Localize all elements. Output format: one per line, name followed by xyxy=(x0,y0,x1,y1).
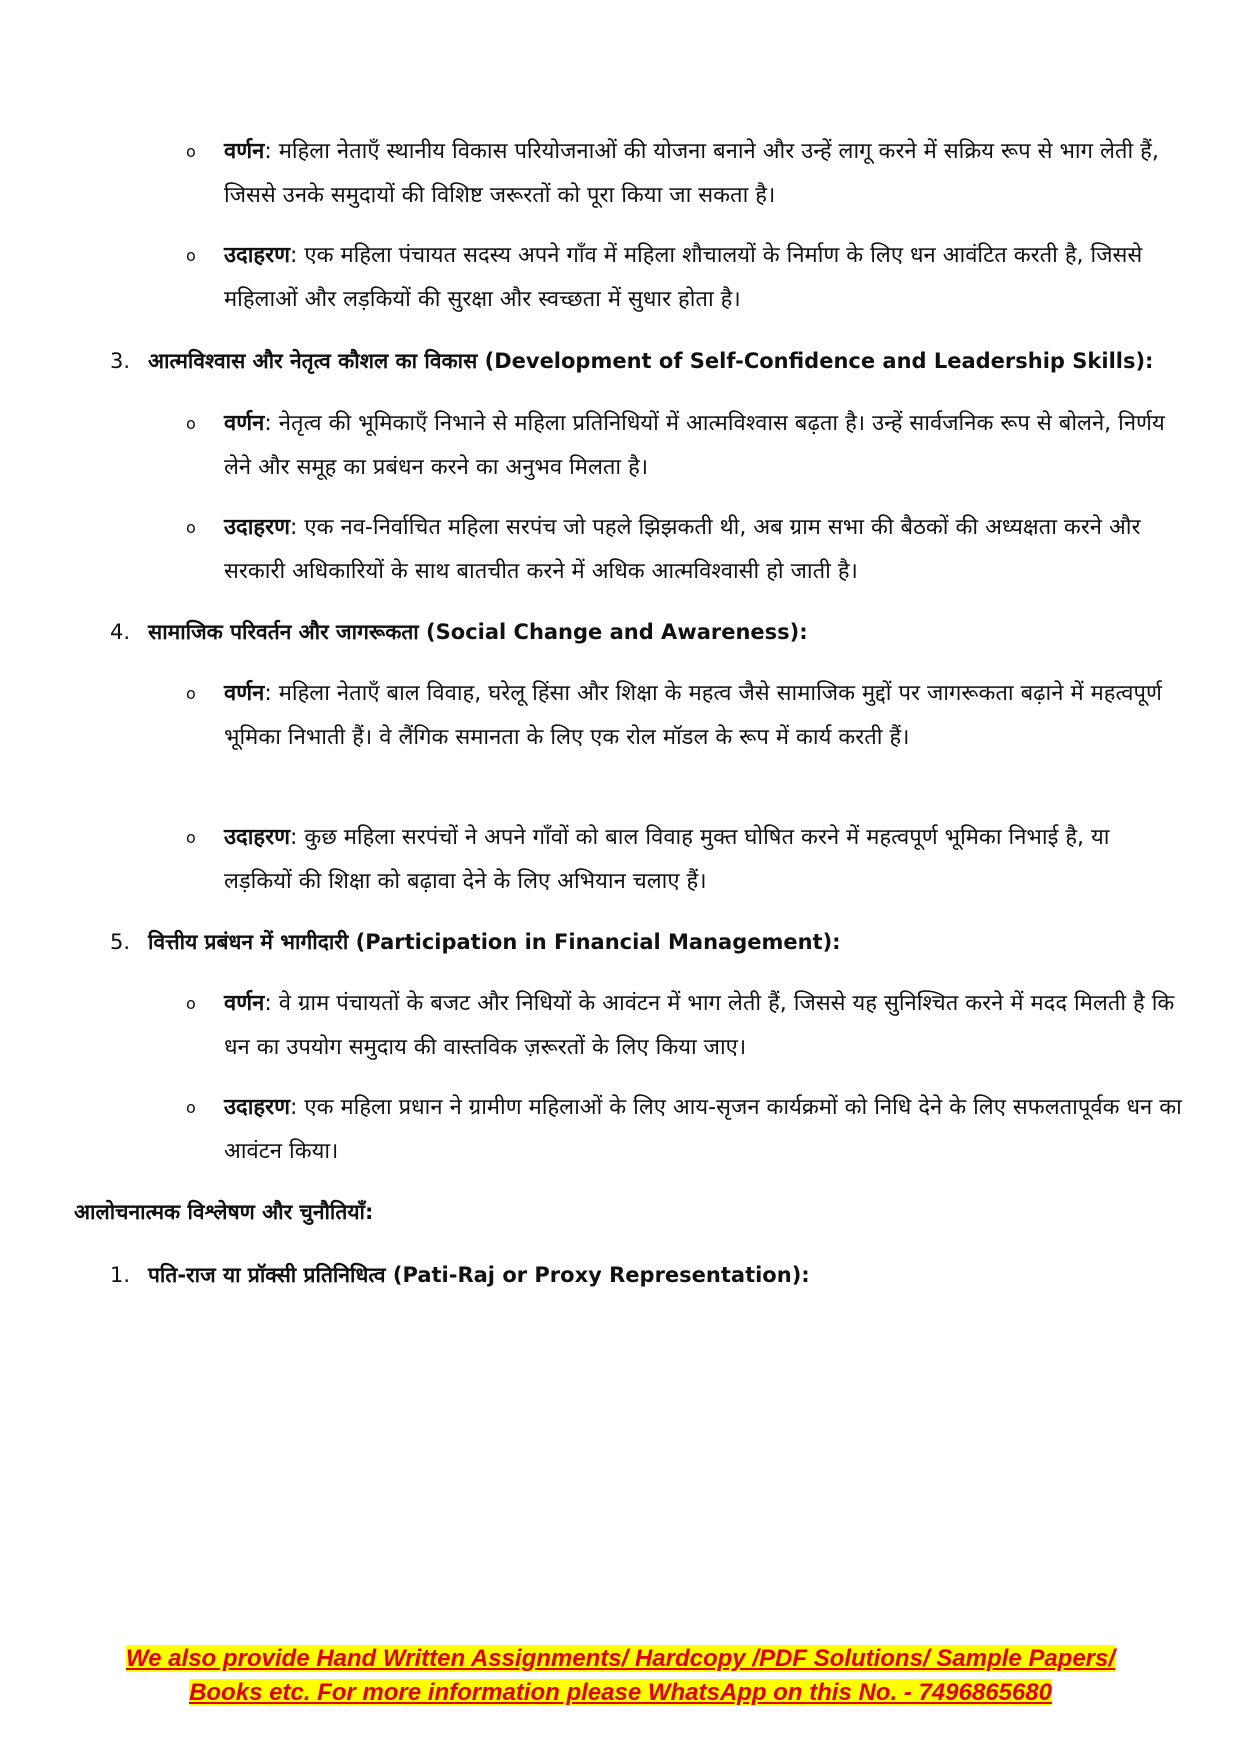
item-number: 3. xyxy=(110,349,131,373)
item-number: 5. xyxy=(110,930,131,954)
paragraph-label: वर्णन xyxy=(224,411,265,436)
paragraph-label: उदाहरण xyxy=(224,1095,291,1120)
paragraph-text: : कुछ महिला सरपंचों ने अपने गाँवों को बाल विवाह मुक्त घोषित करने में महत्वपूर्ण भूमिका निभाई है, या लड़कियों की शिक्षा को बढ़ावा देने के लिए अभियान चलाए हैं। xyxy=(224,825,1110,894)
item-heading: पति-राज या प्रॉक्सी प्रतिनिधित्व (Pati-Raj or Proxy Representation): xyxy=(148,1263,810,1287)
footer-line-2: Books etc. For more information please WhatsApp on this No. - 7496865680 xyxy=(189,1679,1052,1706)
paragraph xyxy=(224,130,1184,218)
paragraph-label: वर्णन xyxy=(224,681,265,706)
paragraph xyxy=(224,672,1184,760)
item-number: 1. xyxy=(110,1263,131,1287)
paragraph xyxy=(224,1086,1184,1174)
bullet-icon: o xyxy=(186,828,196,847)
paragraph xyxy=(224,234,1184,322)
paragraph xyxy=(224,816,1184,904)
section-heading: आलोचनात्मक विश्लेषण और चुनौतियाँ: xyxy=(74,1200,374,1224)
paragraph-label: वर्णन xyxy=(224,991,265,1016)
paragraph-text: : महिला नेताएँ बाल विवाह, घरेलू हिंसा और शिक्षा के महत्व जैसे सामाजिक मुद्दों पर जागरूकता बढ़ाने में महत्वपूर्ण भूमिका निभाती हैं। वे लैंगिक समानता के लिए एक रोल मॉडल के रूप में कार्य करती हैं। xyxy=(224,681,1162,750)
paragraph-label: उदाहरण xyxy=(224,825,291,850)
bullet-icon: o xyxy=(186,414,196,433)
item-number: 4. xyxy=(110,620,131,644)
paragraph-text: : एक महिला पंचायत सदस्य अपने गाँव में महिला शौचालयों के निर्माण के लिए धन आवंटित करती है, जिससे महिलाओं और लड़कियों की सुरक्षा और स्वच्छता में सुधार होता है। xyxy=(224,243,1143,312)
paragraph-text: : महिला नेताएँ स्थानीय विकास परियोजनाओं की योजना बनाने और उन्हें लागू करने में सक्रिय रूप से भाग लेती हैं, जिससे उनके समुदायों की विशिष्ट जरूरतों को पूरा किया जा सकता है। xyxy=(224,139,1159,208)
bullet-icon: o xyxy=(186,684,196,703)
bullet-icon: o xyxy=(186,246,196,265)
bullet-icon: o xyxy=(186,1098,196,1117)
footer-line-1: We also provide Hand Written Assignments/ Hardcopy /PDF Solutions/ Sample Papers/ xyxy=(125,1645,1116,1672)
item-heading: सामाजिक परिवर्तन और जागरूकता (Social Change and Awareness): xyxy=(148,620,808,644)
footer-notice xyxy=(0,1642,1241,1710)
paragraph xyxy=(224,402,1184,490)
paragraph-label: उदाहरण xyxy=(224,243,291,268)
paragraph xyxy=(224,982,1184,1070)
paragraph xyxy=(224,506,1184,594)
bullet-icon: o xyxy=(186,994,196,1013)
paragraph-text: : एक नव-निर्वाचित महिला सरपंच जो पहले झिझकती थी, अब ग्राम सभा की बैठकों की अध्यक्षता करने और सरकारी अधिकारियों के साथ बातचीत करने में अधिक आत्मविश्वासी हो जाती है। xyxy=(224,515,1141,584)
paragraph-text: : वे ग्राम पंचायतों के बजट और निधियों के आवंटन में भाग लेती हैं, जिससे यह सुनिश्चित करने में मदद मिलती है कि धन का उपयोग समुदाय की वास्तविक ज़रूरतों के लिए किया जाए। xyxy=(224,991,1175,1060)
paragraph-label: वर्णन xyxy=(224,139,265,164)
paragraph-label: उदाहरण xyxy=(224,515,291,540)
item-heading: वित्तीय प्रबंधन में भागीदारी (Participation in Financial Management): xyxy=(148,930,841,954)
paragraph-text: : नेतृत्व की भूमिकाएँ निभाने से महिला प्रतिनिधियों में आत्मविश्वास बढ़ता है। उन्हें सार्वजनिक रूप से बोलने, निर्णय लेने और समूह का प्रबंधन करने का अनुभव मिलता है। xyxy=(224,411,1165,480)
item-heading: आत्मविश्वास और नेतृत्व कौशल का विकास (Development of Self-Confidence and Leadership Skills): xyxy=(148,349,1154,373)
bullet-icon: o xyxy=(186,518,196,537)
paragraph-text: : एक महिला प्रधान ने ग्रामीण महिलाओं के लिए आय-सृजन कार्यक्रमों को निधि देने के लिए सफलतापूर्वक धन का आवंटन किया। xyxy=(224,1095,1182,1164)
bullet-icon: o xyxy=(186,142,196,161)
